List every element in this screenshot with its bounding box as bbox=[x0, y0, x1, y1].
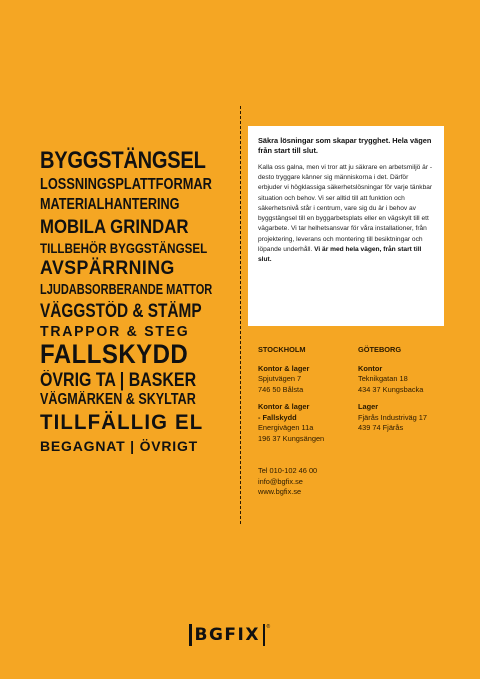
info-box bbox=[248, 126, 444, 326]
stockholm-office-2-street: Energivägen 11a bbox=[258, 423, 314, 433]
product-tillbehor-byggstangsel: TILLBEHÖR BYGGSTÄNGSEL bbox=[40, 240, 208, 256]
logo-right-bar bbox=[263, 624, 266, 646]
goteborg-office-1-label: Kontor bbox=[358, 363, 383, 373]
product-ovrig-ta-basker: ÖVRIG TA | BASKER bbox=[40, 369, 197, 391]
product-byggstangsel: BYGGSTÄNGSEL bbox=[40, 147, 206, 174]
logo-registered-mark: ® bbox=[266, 624, 271, 630]
stockholm-office-1 bbox=[258, 364, 356, 396]
goteborg-office-2-postal: 439 74 Fjärås bbox=[358, 423, 404, 433]
product-vagmarken-skyltar: VÄGMÄRKEN & SKYLTAR bbox=[40, 390, 196, 408]
stockholm-office-2-sublabel: - Fallskydd bbox=[258, 412, 297, 422]
product-trappor-steg: TRAPPOR & STEG bbox=[40, 324, 190, 340]
logo-text: BGFIX bbox=[194, 625, 260, 645]
product-mobila-grindar: MOBILA GRINDAR bbox=[40, 215, 189, 238]
goteborg-heading: GÖTEBORG bbox=[358, 345, 402, 354]
product-fallskydd: FALLSKYDD bbox=[40, 338, 189, 369]
stockholm-office-2-postal: 196 37 Kungsängen bbox=[258, 434, 325, 444]
goteborg-office-2-street: Fjärås Industriväg 17 bbox=[358, 412, 428, 422]
product-begagnat-ovrigt: BEGAGNAT | ÖVRIGT bbox=[40, 438, 199, 454]
dashed-divider bbox=[240, 106, 241, 524]
product-lossningsplattformar: LOSSNINGSPLATTFORMAR bbox=[40, 175, 212, 193]
stockholm-office-1-street: Spjutvägen 7 bbox=[258, 374, 302, 384]
contact-email: info@bgfix.se bbox=[258, 476, 303, 486]
contact-info bbox=[258, 466, 317, 498]
stockholm-office-1-label: Kontor & lager bbox=[258, 363, 310, 373]
goteborg-office-1-postal: 434 37 Kungsbacka bbox=[358, 385, 424, 395]
stockholm-office-1-postal: 746 50 Bålsta bbox=[258, 385, 304, 395]
stockholm-office-2 bbox=[258, 402, 356, 445]
product-materialhantering: MATERIALHANTERING bbox=[40, 195, 180, 213]
product-tillfallig-el: TILLFÄLLIG EL bbox=[40, 411, 204, 434]
stockholm-office-2-label: Kontor & lager bbox=[258, 401, 310, 411]
stockholm-offices bbox=[258, 345, 356, 451]
goteborg-office-1-street: Teknikgatan 18 bbox=[358, 374, 408, 384]
goteborg-office-1 bbox=[358, 364, 456, 396]
bgfix-logo bbox=[189, 623, 270, 647]
info-body bbox=[258, 163, 434, 265]
info-body-text: Kalla oss galna, men vi tror att ju säkrare en arbetsmiljö är - desto tryggare känner sig människorna i det. Därför erbjuder vi högklassiga säkerhetslösningar för varje tänkbar situation och behov. Vi ser alltid till att funktion och säkerhetsnivå står i centrum, vare sig du är i behov av byggstängsel till en byggarbetsplats eller en vägskylt till ett vägarbete. Vi tar helhetsansvar för våra installationer, från projektering, leverans och montering till besiktningar och löpande underhåll. bbox=[258, 163, 433, 253]
product-ljudabsorberande-mattor: LJUDABSORBERANDE MATTOR bbox=[40, 281, 213, 298]
product-vaggstod-stamp: VÄGGSTÖD & STÄMP bbox=[40, 301, 202, 322]
goteborg-office-2-label: Lager bbox=[358, 401, 379, 411]
info-heading: Säkra lösningar som skapar trygghet. Hela vägen från start till slut. bbox=[258, 136, 432, 155]
product-avsparrning: AVSPÄRRNING bbox=[40, 257, 175, 279]
info-closing: Vi är med hela vägen, från start till slut. bbox=[258, 245, 422, 263]
product-list bbox=[40, 149, 236, 453]
contact-phone: Tel 010-102 46 00 bbox=[258, 466, 318, 475]
contact-web: www.bgfix.se bbox=[258, 487, 302, 497]
goteborg-offices bbox=[358, 345, 456, 440]
stockholm-heading: STOCKHOLM bbox=[258, 345, 306, 354]
goteborg-office-2 bbox=[358, 402, 456, 434]
